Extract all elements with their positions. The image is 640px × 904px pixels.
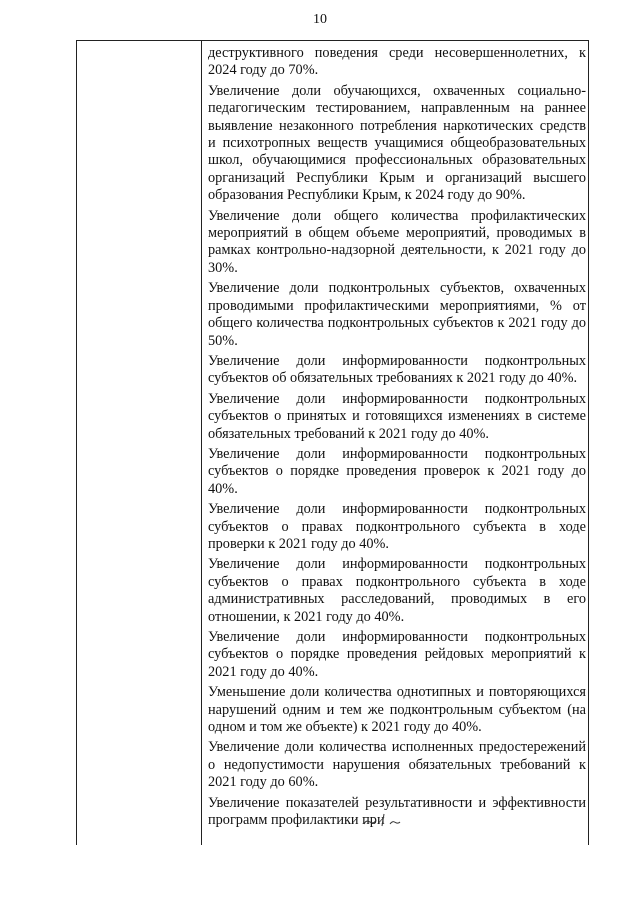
paragraph-awareness-rights-inspection: Увеличение доли информированности подконтрольных субъектов о правах подконтрольного субъекта в ходе проверки к 2021 году до 40%. <box>208 501 586 552</box>
table-right-column <box>202 41 590 845</box>
page-number: 10 <box>313 12 327 27</box>
paragraph-awareness-rights-investigations: Увеличение доли информированности подконтрольных субъектов о правах подконтрольного субъекта в ходе административных расследований, проводимых в его отношении, к 2021 году до 40%. <box>208 556 586 625</box>
paragraph-warnings-executed: Увеличение доли количества исполненных предостережений о недопустимости нарушения обязательных требований к 2021 году до 60%. <box>208 739 586 791</box>
paragraph-awareness-raids: Увеличение доли информированности подконтрольных субъектов о порядке проведения рейдовых мероприятий к 2021 году до 40%. <box>208 629 586 680</box>
paragraph-preventive-events-share: Увеличение доли общего количества профилактических мероприятий в общем объеме мероприятий, проводимых в рамках контрольно-надзорной деятельности, к 2021 году до 30%. <box>208 207 586 276</box>
table-left-column <box>77 41 202 845</box>
paragraph-testing-share: Увеличение доли обучающихся, охваченных социально-педагогическим тестированием, направленным на раннее выявление незаконного потребления наркотических средств и психотропных веществ учащимися общеобразовательных школ, обучающимися профессиональных образовательных организаций Республики Крым и организаций высшего образования Республики Крым, к 2024 году до 90%. <box>208 82 586 204</box>
document-table <box>76 40 589 845</box>
pen-mark <box>360 806 420 830</box>
paragraph-awareness-requirements: Увеличение доли информированности подконтрольных субъектов об обязательных требованиях к 2021 году до 40%. <box>208 352 586 387</box>
paragraph-subjects-covered: Увеличение доли подконтрольных субъектов, охваченных проводимыми профилактическими мероприятиями, % от общего количества подконтрольных субъектов к 2021 году до 50%. <box>208 280 586 349</box>
paragraph-program-efficiency: Увеличение показателей результативности и эффективности программ профилактики при <box>208 794 586 829</box>
paragraph-continuation: деструктивного поведения среди несовершеннолетних, к 2024 году до 70%. <box>208 45 586 79</box>
paragraph-awareness-changes: Увеличение доли информированности подконтрольных субъектов о принятых и готовящихся изменениях в системе обязательных требований к 2021 году до 40%. <box>208 390 586 442</box>
paragraph-awareness-inspections: Увеличение доли информированности подконтрольных субъектов о порядке проведения проверок к 2021 году до 40%. <box>208 445 586 497</box>
paragraph-repeated-violations: Уменьшение доли количества однотипных и повторяющихся нарушений одним и тем же подконтрольным субъектом (на одном и том же объекте) к 2021 году до 40%. <box>208 684 586 736</box>
